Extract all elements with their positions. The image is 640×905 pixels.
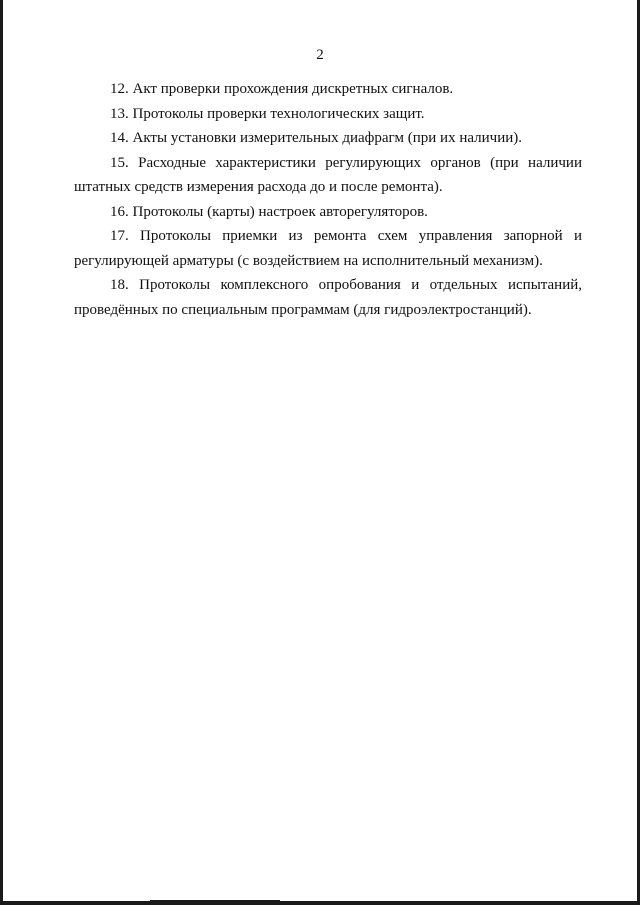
document-body [74, 77, 582, 322]
scan-edge-bottom-mark [150, 900, 280, 902]
scan-edge-bottom [0, 901, 640, 905]
list-item-12: 12. Акт проверки прохождения дискретных сигналов. [110, 81, 454, 97]
list-item-17: 17. Протоколы приемки из ремонта схем управления запорной и регулирующей арматуры (с воздействием на исполнительный механизм). [74, 228, 582, 269]
page-number: 2 [316, 47, 324, 63]
list-item-18: 18. Протоколы комплексного опробования и отдельных испытаний, проведённых по специальным программам (для гидроэлектростанций). [74, 277, 582, 318]
scan-edge-left [0, 0, 3, 905]
list-item-15: 15. Расходные характеристики регулирующих органов (при наличии штатных средств измерения расхода до и после ремонта). [74, 154, 582, 195]
list-item-16: 16. Протоколы (карты) настроек авторегуляторов. [110, 203, 428, 220]
list-item-14: 14. Акты установки измерительных диафрагм (при их наличии). [110, 130, 522, 146]
list-item-13: 13. Протоколы проверки технологических защит. [110, 105, 425, 122]
